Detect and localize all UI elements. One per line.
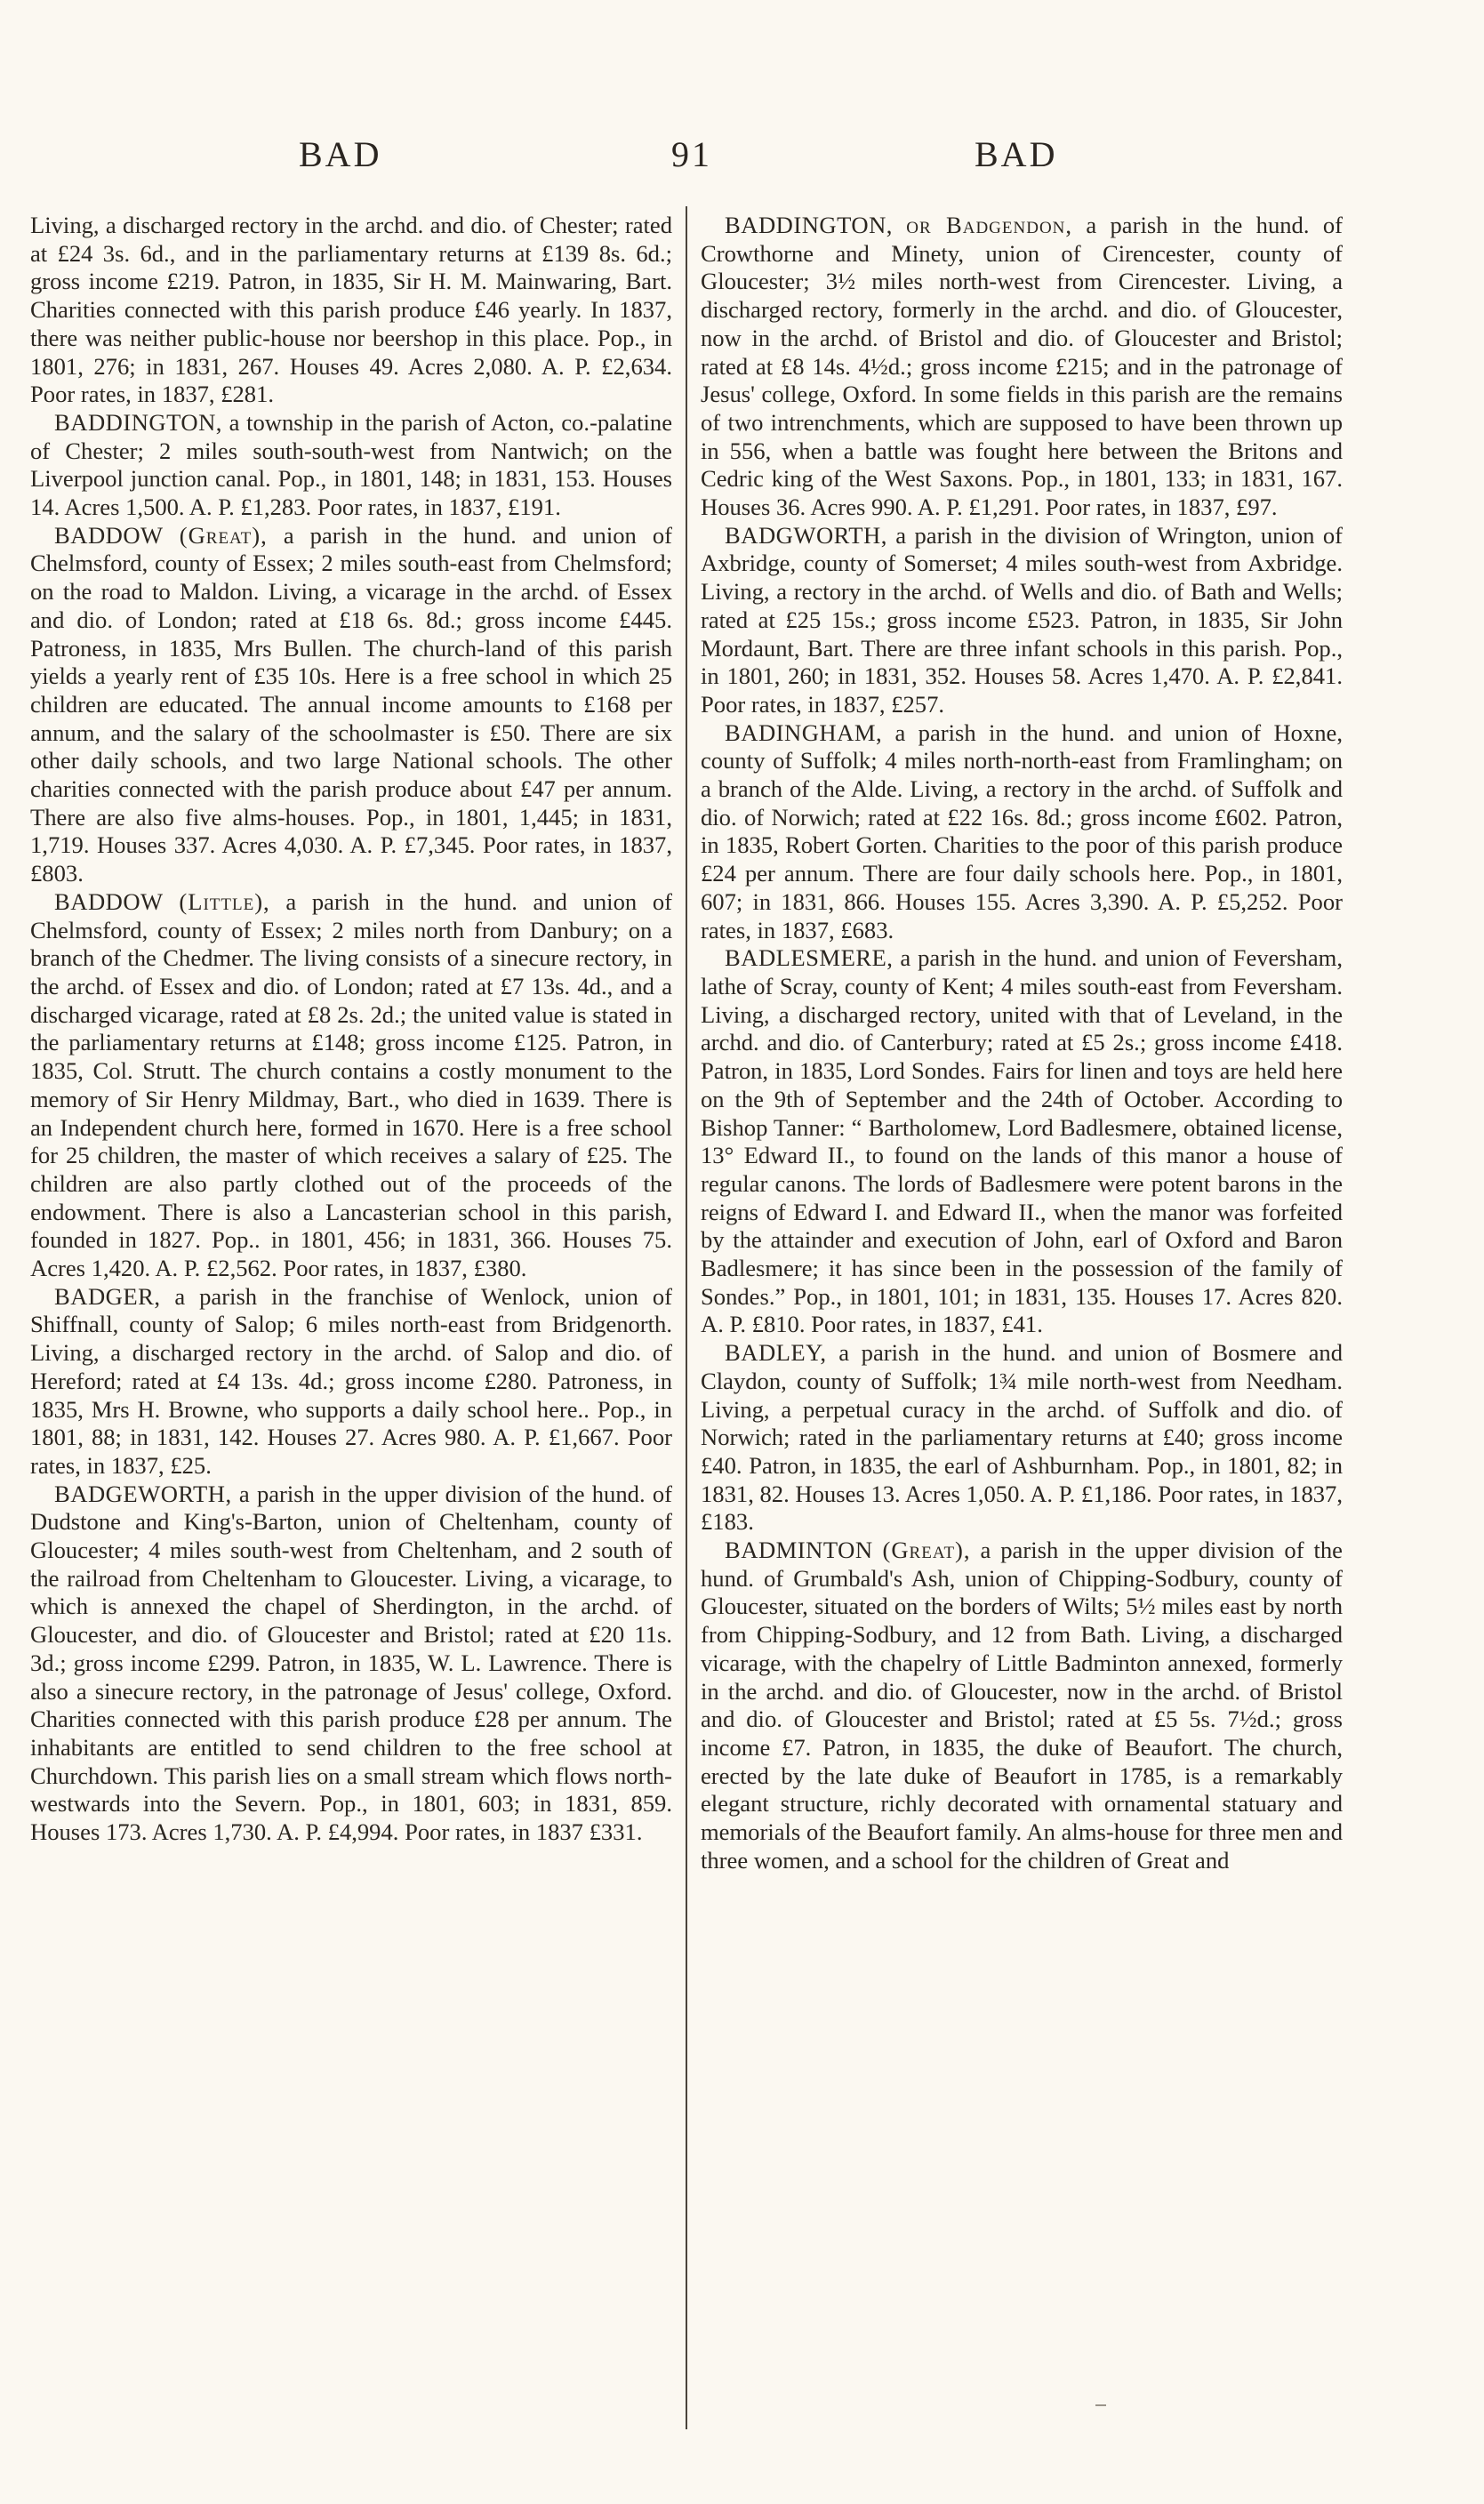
entry-badley [701, 1339, 1343, 1537]
entry-qualifier: (Little), [179, 887, 270, 915]
entry-text: a parish in the hund. and union of Chelmsford, county of Essex; 2 miles north from Danbury; on a branch of the Chedmer. The living consists of a sinecure rectory, in the archd. of Essex and dio. of London; rated at £7 13s. 4d., and a discharged vicarage, rated at £8 2s. 2d.; the united value is stated in the parliamentary returns at £148; gross income £125. Patron, in 1835, Col. Strutt. The church contains a costly monument to the memory of Sir Henry Mildmay, Bart., who died in 1639. There is an Independent church here, formed in 1670. Here is a free school for 25 children, the master of which receives a salary of £25. The children are also partly clothed out of the proceeds of the endowment. There is also a Lancasterian school in this parish, founded in 1827. Pop.. in 1801, 456; in 1831, 366. Houses 75. Acres 1,420. A. P. £2,562. Poor rates, in 1837, £380. [30, 887, 672, 1282]
entry-badminton-great [701, 1537, 1343, 1874]
header-left-guideword: BAD [299, 134, 382, 174]
entry-baddow-little [30, 888, 672, 1283]
entry-qualifier: or Badgendon, [906, 212, 1073, 238]
entry-headword: BADLEY, [725, 1339, 827, 1367]
entry-baddington-gloucester [701, 212, 1343, 522]
entry-badingham [701, 719, 1343, 945]
left-column [30, 212, 672, 1847]
entry-baddington-chester [30, 409, 672, 522]
entry-badlesmere [701, 944, 1343, 1339]
entry-continued [30, 212, 672, 409]
entry-qualifier: (Great), [179, 521, 268, 549]
entry-text: a parish in the division of Wrington, union of Axbridge, county of Somerset; 4 miles south-west from Axbridge. Living, a rectory in the archd. of Wells and dio. of Bath and Wells; rated at £25 15s.; gross income £523. Patron, in 1835, Sir John Mordaunt, Bart. There are three infant schools in this parish. Pop., in 1801, 260; in 1831, 352. Houses 58. Acres 1,470. A. P. £2,841. Poor rates, in 1837, £257. [701, 521, 1343, 718]
entry-text: a parish in the franchise of Wenlock, union of Shiffnall, county of Salop; 6 miles north-east from Bridgenorth. Living, a discharged rectory in the archd. of Salop and dio. of Hereford; rated at £4 13s. 4d.; gross income £280. Patroness, in 1835, Mrs H. Browne, who supports a daily school here.. Pop., in 1801, 88; in 1831, 142. Houses 27. Acres 980. A. P. £1,667. Poor rates, in 1837, £25. [30, 1282, 672, 1479]
entry-headword: BADDOW [54, 521, 164, 549]
entry-text: a parish in the hund. and union of Chelmsford, county of Essex; 2 miles south-east from Chelmsford; on the road to Maldon. Living, a vicarage in the archd. of Essex and dio. of London; rated at £18 6s. 8d.; gross income £445. Patroness, in 1835, Mrs Bullen. The church-land of this parish yields a yearly rent of £35 10s. Here is a free school in which 25 children are educated. The annual income amounts to £168 per annum, and the salary of the schoolmaster is £50. There are six other daily schools, and two large National schools. The other charities connected with the parish produce about £47 per annum. There are also five alms-houses. Pop., in 1801, 1,445; in 1831, 1,719. Houses 337. Acres 4,030. A. P. £7,345. Poor rates, in 1837, £803. [30, 521, 672, 887]
header-right-guideword: BAD [975, 134, 1058, 174]
entry-qualifier: (Great), [882, 1537, 971, 1564]
entry-text: a parish in the hund. and union of Hoxne, county of Suffolk; 4 miles north-north-east from Framlingham; on a branch of the Alde. Living, a rectory in the archd. of Suffolk and dio. of Norwich; rated at £22 16s. 8d.; gross income £602. Patron, in 1835, Robert Gorten. Charities to the poor of this parish produce £24 per annum. There are four daily schools here. Pop., in 1801, 607; in 1831, 866. Houses 155. Acres 3,390. A. P. £5,252. Poor rates, in 1837, £683. [701, 718, 1343, 943]
footer-dash [1095, 2404, 1106, 2406]
entry-headword: BADGEWORTH, [54, 1480, 232, 1507]
entry-headword: BADGER, [54, 1282, 161, 1310]
entry-badgeworth [30, 1481, 672, 1847]
entry-headword: BADDOW [54, 887, 164, 915]
entry-headword: BADDINGTON, [725, 212, 893, 238]
entry-text: a township in the parish of Acton, co.-palatine of Chester; 2 miles south-south-west from Nantwich; on the Liverpool junction canal. Pop., in 1801, 148; in 1831, 153. Houses 14. Acres 1,500. A. P. £1,283. Poor rates, in 1837, £191. [30, 408, 672, 521]
entry-badger [30, 1283, 672, 1481]
column-divider [686, 206, 687, 2429]
entry-text: a parish in the hund. and union of Feversham, lathe of Scray, county of Kent; 4 miles south-east from Feversham. Living, a discharged rectory, united with that of Leveland, in the archd. and dio. of Canterbury; rated at £5 2s.; gross income £418. Patron, in 1835, Lord Sondes. Fairs for linen and toys are held here on the 9th of September and the 24th of October. According to Bishop Tanner: “ Bartholomew, Lord Badlesmere, obtained license, 13° Edward II., to found on the lands of this manor a house of regular canons. The lords of Badlesmere were potent barons in the reigns of Edward I. and Edward II., when the manor was forfeited by the attainder and execution of John, earl of Oxford and Baron Badlesmere; it has since been in the possession of the family of Sondes.” Pop., in 1801, 101; in 1831, 135. Houses 17. Acres 820. A. P. £810. Poor rates, in 1837, £41. [701, 944, 1343, 1338]
entry-headword: BADGWORTH, [725, 521, 887, 549]
entry-badgworth [701, 522, 1343, 719]
entry-headword: BADINGHAM, [725, 718, 883, 746]
right-column [701, 212, 1343, 1874]
page-number: 91 [671, 134, 712, 174]
entry-text: Living, a discharged rectory in the archd. and dio. of Chester; rated at £24 3s. 6d., and in the parliamentary returns at £139 8s. 6d.; gross income £219. Patron, in 1835, Sir H. M. Mainwaring, Bart. Charities connected with this parish produce £46 yearly. In 1837, there was neither public-house nor beershop in this place. Pop., in 1801, 276; in 1831, 267. Houses 49. Acres 2,080. A. P. £2,634. Poor rates, in 1837, £281. [30, 212, 672, 408]
entry-headword: BADMINTON [725, 1537, 873, 1564]
entry-text: a parish in the hund. of Crowthorne and Minety, union of Cirencester, county of Gloucester; 3½ miles north-west from Cirencester. Living, a discharged rectory, formerly in the archd. and dio. of Gloucester, now in the archd. of Bristol and dio. of Gloucester and Bristol; rated at £8 14s. 4½d.; gross income £215; and in the patronage of Jesus' college, Oxford. In some fields in this parish are the remains of two intrenchments, which are supposed to have been thrown up in 556, when a battle was fought here between the Britons and Cedric king of the West Saxons. Pop., in 1801, 133; in 1831, 167. Houses 36. Acres 990. A. P. £1,291. Poor rates, in 1837, £97. [701, 212, 1343, 521]
entry-headword: BADDINGTON, [54, 408, 222, 436]
entry-text: a parish in the hund. and union of Bosmere and Claydon, county of Suffolk; 1¾ mile north-west from Needham. Living, a perpetual curacy in the archd. of Suffolk and dio. of Norwich; rated in the parliamentary returns at £40; gross income £40. Patron, in 1835, the earl of Ashburnham. Pop., in 1801, 82; in 1831, 82. Houses 13. Acres 1,050. A. P. £1,186. Poor rates, in 1837, £183. [701, 1339, 1343, 1536]
running-header [0, 133, 1484, 187]
entry-baddow-great [30, 522, 672, 888]
entry-headword: BADLESMERE, [725, 944, 894, 972]
entry-text: a parish in the upper division of the hund. of Dudstone and King's-Barton, union of Cheltenham, county of Gloucester; 4 miles south-west from Cheltenham, and 2 south of the railroad from Cheltenham to Gloucester. Living, a vicarage, to which is annexed the chapel of Sherdington, in the archd. of Gloucester, and dio. of Gloucester and Bristol; rated at £20 11s. 3d.; gross income £299. Patron, in 1835, W. L. Lawrence. There is also a sinecure rectory, in the patronage of Jesus' college, Oxford. Charities connected with this parish produce £28 per annum. The inhabitants are entitled to send children to the free school at Churchdown. This parish lies on a small stream which flows north-westwards into the Severn. Pop., in 1801, 603; in 1831, 859. Houses 173. Acres 1,730. A. P. £4,994. Poor rates, in 1837 £331. [30, 1480, 672, 1846]
entry-text: a parish in the upper division of the hund. of Grumbald's Ash, union of Chipping-Sodbury, county of Gloucester, situated on the borders of Wilts; 5½ miles east by north from Chipping-Sodbury, and 12 from Bath. Living, a discharged vicarage, with the chapelry of Little Badminton annexed, formerly in the archd. and dio. of Gloucester, now in the archd. of Bristol and dio. of Gloucester and Bristol; rated at £5 5s. 7½d.; gross income £7. Patron, in 1835, the duke of Beaufort. The church, erected by the late duke of Beaufort in 1785, is a remarkably elegant structure, richly decorated with ornamental statuary and memorials of the Beaufort family. An alms-house for three men and three women, and a school for the children of Great and [701, 1537, 1343, 1874]
